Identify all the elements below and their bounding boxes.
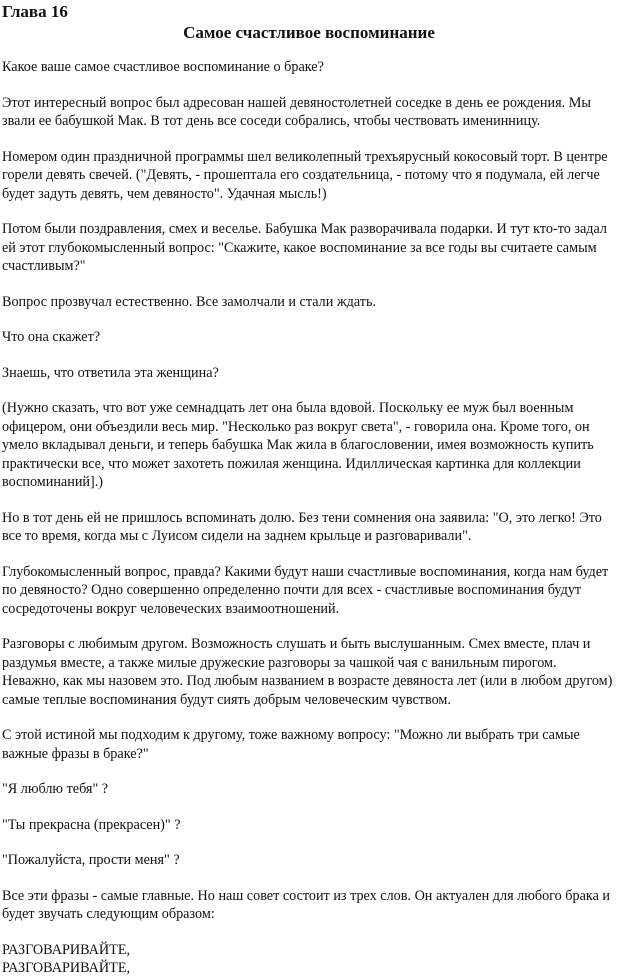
paragraph: Глубокомысленный вопрос, правда? Какими будут наши счастливые воспоминания, когда нам будет по девяносто? Одно совершенно определенно почти для всех - счастливые воспоминания будут сосредоточены вокруг человеческих взаимоотношений. [2,563,609,617]
paragraph: Номером один праздничной программы шел великолепный трехъярусный кокосовый торт. В центре горели девять свечей. ("Девять, - прошептала его создательница, - потому что я подумала, ей легче будет задуть девять, чем девяносто". Удачная мысль!) [2,148,608,202]
page-title: Самое счастливое воспоминание [183,23,435,42]
paragraph: "Ты прекрасна (прекрасен)" ? [2,816,181,833]
paragraph: Что она скажет? [2,329,101,345]
document-body [2,58,616,978]
chapter-heading: Глава 16 [2,2,68,21]
paragraph: "Я люблю тебя" ? [2,781,109,797]
closing-line: РАЗГОВАРИВАЙТЕ, [2,960,131,976]
paragraph: Все эти фразы - самые главные. Но наш совет состоит из трех слов. Он актуален для любого брака и будет звучать следующим образом: [2,887,611,922]
closing-line: РАЗГОВАРИВАЙТЕ, [2,941,131,958]
paragraph: (Нужно сказать, что вот уже семнадцать лет она была вдовой. Поскольку ее муж был военным офицером, они объездили весь мир. "Несколько раз вокруг света", - говорила она. Кроме того, он умело вкладывал деньги, и теперь бабушка Мак жила в благословении, имея возможность купить практически все, что может захотеть пожилая женщина. Идиллическая картинка для коллекции воспоминаний].) [2,400,594,490]
paragraph: Этот интересный вопрос был адресован нашей девяностолетней соседке в день ее рождения. Мы звали ее бабушкой Мак. В тот день все соседи собрались, чтобы чествовать именинницу. [2,94,591,129]
document-page [2,0,616,978]
paragraph: Знаешь, что ответила эта женщина? [2,364,219,381]
paragraph: Потом были поздравления, смех и веселье. Бабушка Мак разворачивала подарки. И тут кто-то задал ей этот глубокомысленный вопрос: "Скажите, какое воспоминание за все годы вы считаете самым счастливым?" [2,221,607,274]
paragraph: Вопрос прозвучал естественно. Все замолчали и стали ждать. [2,293,377,310]
paragraph: Разговоры с любимым другом. Возможность слушать и быть выслушанным. Смех вместе, плач и раздумья вместе, а также милые дружеские разговоры за чашкой чая с ванильным пирогом. Неважно, как мы назовем это. Под любым названием в возрасте девяноста лет (или в любом другом) самые теплые воспоминания будут сиять добрым человеческим чувством. [2,636,613,708]
paragraph: Какое ваше самое счастливое воспоминание о браке? [2,59,324,75]
paragraph: Но в тот день ей не пришлось вспоминать долю. Без тени сомнения она заявила: "О, это легко! Это все то время, когда мы с Луисом сидели на заднем крыльце и разговаривали". [2,509,602,544]
paragraph: "Пожалуйста, прости меня" ? [2,852,180,868]
paragraph: С этой истиной мы подходим к другому, тоже важному вопросу: "Можно ли выбрать три самые важные фразы в браке?" [2,727,580,762]
